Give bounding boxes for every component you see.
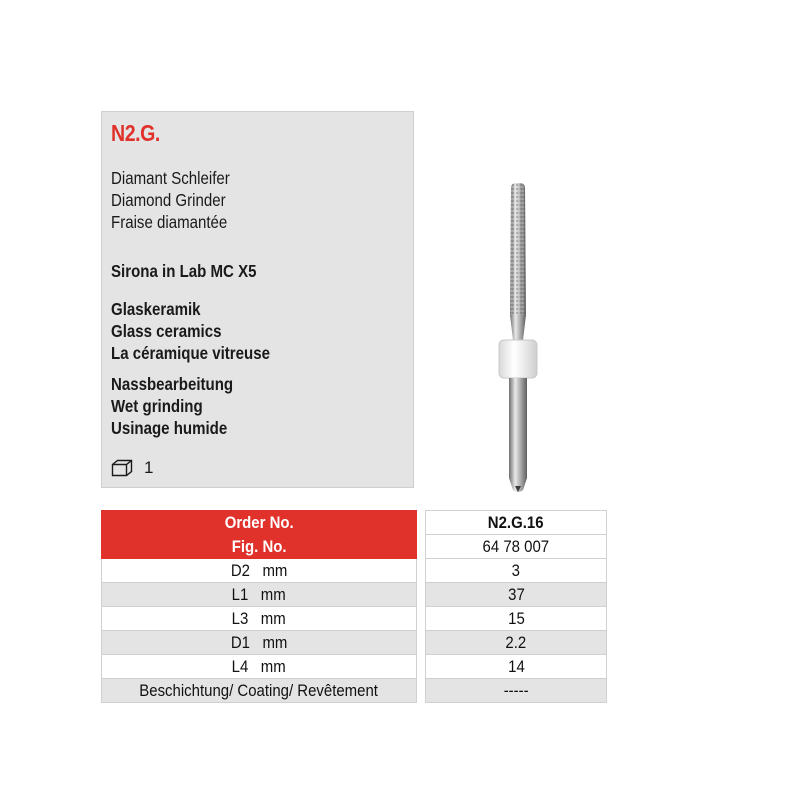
type-en: Diamond Grinder — [111, 190, 226, 210]
fig-no-label: Fig. No. — [102, 535, 417, 559]
material-en: Glass ceramics — [111, 321, 222, 341]
d1-label: D1 mm — [102, 631, 417, 655]
spec-table-labels — [101, 510, 417, 703]
spec-table-values — [425, 510, 607, 703]
material-fr: La céramique vitreuse — [111, 343, 270, 363]
order-no-label: Order No. — [102, 511, 417, 535]
package-quantity — [111, 458, 153, 478]
process-fr: Usinage humide — [111, 418, 228, 438]
l4-value: 14 — [426, 655, 607, 679]
l3-value: 15 — [426, 607, 607, 631]
l4-label: L4 mm — [102, 655, 417, 679]
fig-no-value: 64 78 007 — [426, 535, 607, 559]
l1-value: 37 — [426, 583, 607, 607]
l3-label: L3 mm — [102, 607, 417, 631]
coating-label: Beschichtung/ Coating/ Revêtement — [102, 679, 417, 703]
d1-value: 2.2 — [426, 631, 607, 655]
package-qty-value: 1 — [144, 458, 154, 477]
type-fr: Fraise diamantée — [111, 212, 228, 232]
d2-label: D2 mm — [102, 559, 417, 583]
d2-value: 3 — [426, 559, 607, 583]
diamond-grinder-image — [480, 180, 560, 500]
package-box-icon — [111, 459, 133, 477]
machine-name: Sirona in Lab MC X5 — [111, 261, 257, 281]
order-no-value: N2.G.16 — [426, 511, 607, 535]
product-code: N2.G. — [111, 120, 160, 146]
product-info-panel — [101, 111, 414, 488]
process-en: Wet grinding — [111, 396, 203, 416]
process-de: Nassbearbeitung — [111, 374, 234, 394]
l1-label: L1 mm — [102, 583, 417, 607]
coating-value: ----- — [426, 679, 607, 703]
type-de: Diamant Schleifer — [111, 168, 230, 188]
material-de: Glaskeramik — [111, 299, 201, 319]
